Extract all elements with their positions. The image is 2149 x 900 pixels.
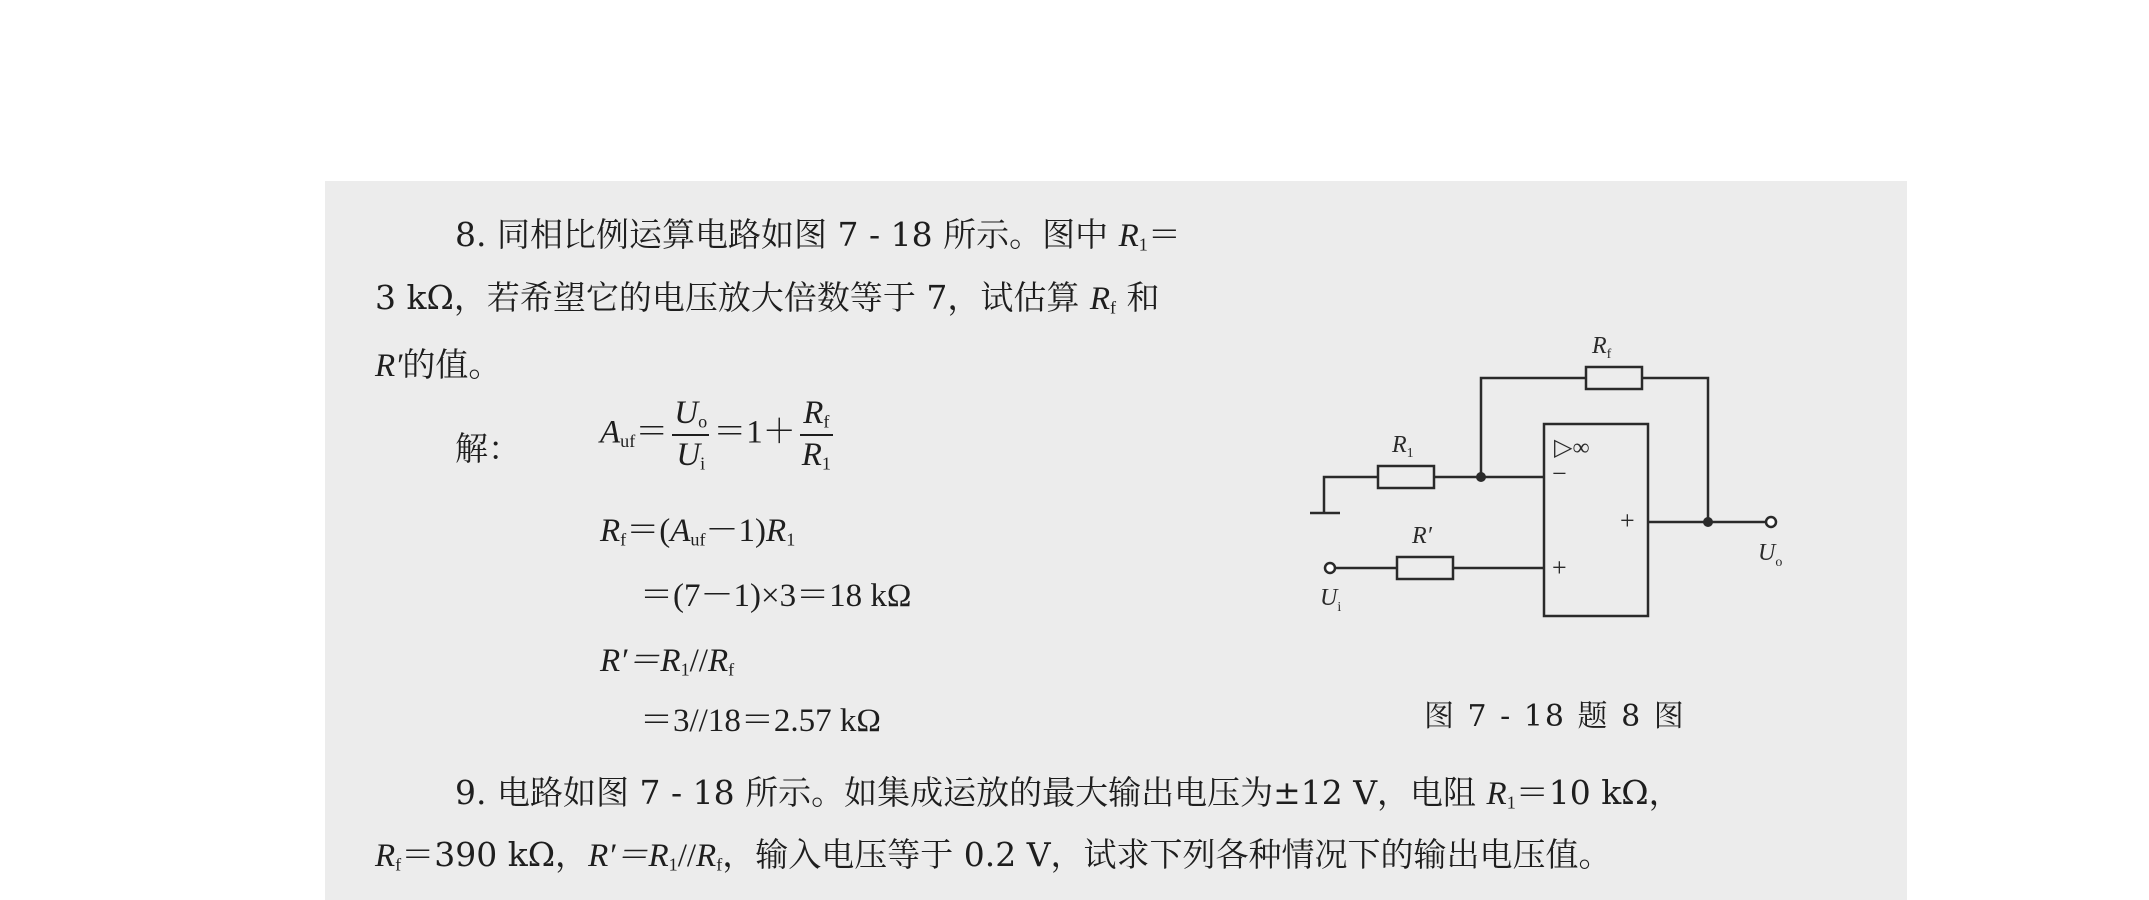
- var-r: R: [648, 838, 669, 874]
- r-prime-equation: [600, 645, 734, 679]
- input-terminal-ui: [1325, 563, 1335, 573]
- gain-equation: [600, 397, 837, 472]
- feedback-wire-right: [1642, 378, 1708, 522]
- r-prime-value: ＝3//18＝2.57 kΩ: [640, 703, 881, 739]
- sub-f: f: [395, 854, 402, 875]
- sub-i: i: [700, 453, 706, 474]
- label-r-prime: R′: [1412, 523, 1432, 549]
- var-r-prime: R′: [375, 348, 403, 384]
- problem-9-line-1: [455, 773, 1682, 813]
- problem-8-line-1: [455, 215, 1181, 255]
- equals-sign: ＝: [635, 414, 669, 451]
- sub-uf: uf: [690, 529, 706, 550]
- sub-1: 1: [668, 854, 678, 875]
- problem-9-text: 9. 电路如图 7 - 18 所示。如集成运放的最大输出电压为±12 V，电阻: [455, 773, 1487, 812]
- var-u: U: [674, 395, 699, 431]
- operator: －1): [705, 513, 767, 549]
- var-r1: R: [1118, 218, 1139, 254]
- var-r: R: [660, 643, 681, 679]
- var-rf: R: [1089, 281, 1110, 317]
- parallel-symbol: //: [677, 838, 697, 874]
- sub-o: o: [698, 411, 708, 432]
- sub-f: f: [1110, 297, 1117, 318]
- opamp-symbol: ▷∞: [1554, 435, 1590, 461]
- fraction-denominator: [800, 436, 833, 473]
- resistor-rf: [1586, 367, 1642, 389]
- equals-sign: ＝: [1147, 215, 1181, 254]
- var-r-prime: R′＝: [600, 643, 661, 679]
- var-r: R: [803, 395, 824, 431]
- label-uo: $U_o$: [1758, 540, 1783, 570]
- sub-1: 1: [680, 659, 690, 680]
- figure-caption: 图 7 - 18 题 8 图: [1424, 699, 1686, 734]
- minus-sign: −: [1552, 459, 1567, 488]
- problem-8-text: 3 kΩ，若希望它的电压放大倍数等于 7，试估算: [375, 278, 1090, 317]
- sub-uf: uf: [620, 430, 636, 451]
- sub-f: f: [620, 529, 627, 550]
- rf-equation: [600, 515, 795, 549]
- circuit-diagram: [1290, 320, 1810, 630]
- var-r: R: [801, 436, 822, 473]
- problem-9-text: ＝10 kΩ，: [1515, 773, 1682, 812]
- label-rf: $R_f$: [1592, 333, 1612, 362]
- one-plus: ＝1＋: [713, 414, 796, 451]
- sub-f: f: [823, 411, 830, 432]
- ground-wire: [1324, 477, 1378, 513]
- var-a: A: [670, 513, 691, 549]
- problem-9-text: ＝390 kΩ，: [401, 835, 589, 874]
- problem-8-line-3: [375, 345, 502, 384]
- problem-8-text: 的值。: [402, 345, 502, 384]
- feedback-wire-left: [1481, 378, 1586, 477]
- conjunction: 和: [1116, 278, 1160, 317]
- resistor-r1: [1378, 466, 1434, 488]
- var-a: A: [600, 414, 621, 451]
- var-r: R: [707, 643, 729, 679]
- problem-9-text: ，输入电压等于 0.2 V，试求下列各种情况下的输出电压值。: [722, 835, 1612, 874]
- var-r: R: [1486, 776, 1507, 812]
- rf-value: ＝(7－1)×3＝18 kΩ: [640, 578, 912, 614]
- fraction-numerator: [800, 397, 833, 436]
- sub-1: 1: [786, 529, 796, 550]
- plus-sign-input: +: [1552, 553, 1567, 582]
- sub-1: 1: [1506, 792, 1516, 813]
- fraction-denominator: [672, 436, 709, 473]
- problem-8-text: 8. 同相比例运算电路如图 7 - 18 所示。图中: [455, 215, 1119, 254]
- output-terminal-uo: [1766, 517, 1776, 527]
- label-r1: $R_1$: [1392, 432, 1414, 461]
- sub-1: 1: [821, 453, 831, 474]
- var-u: U: [676, 436, 701, 473]
- fraction-uo-ui: [672, 397, 709, 472]
- plus-sign-output: +: [1620, 506, 1635, 535]
- label-ui: $U_i$: [1320, 585, 1342, 615]
- solution-label: 解：: [455, 429, 521, 468]
- sub-f: f: [728, 659, 735, 680]
- fraction-numerator: [672, 397, 709, 436]
- operator: ＝(: [626, 513, 671, 549]
- sub-1: 1: [1138, 234, 1148, 255]
- var-r: R: [766, 513, 787, 549]
- problem-9-line-2: [375, 835, 1612, 875]
- var-r: R: [600, 513, 621, 549]
- sub-f: f: [716, 854, 723, 875]
- junction-node-inverting: [1476, 472, 1486, 482]
- var-r: R: [375, 838, 396, 874]
- fraction-rf-r1: [800, 397, 833, 472]
- junction-node-output: [1703, 517, 1713, 527]
- parallel-symbol: //: [689, 643, 708, 679]
- var-r-prime: R′＝: [588, 838, 649, 874]
- resistor-r-prime: [1397, 557, 1453, 579]
- problem-8-line-2: [375, 278, 1160, 318]
- var-r: R: [696, 838, 717, 874]
